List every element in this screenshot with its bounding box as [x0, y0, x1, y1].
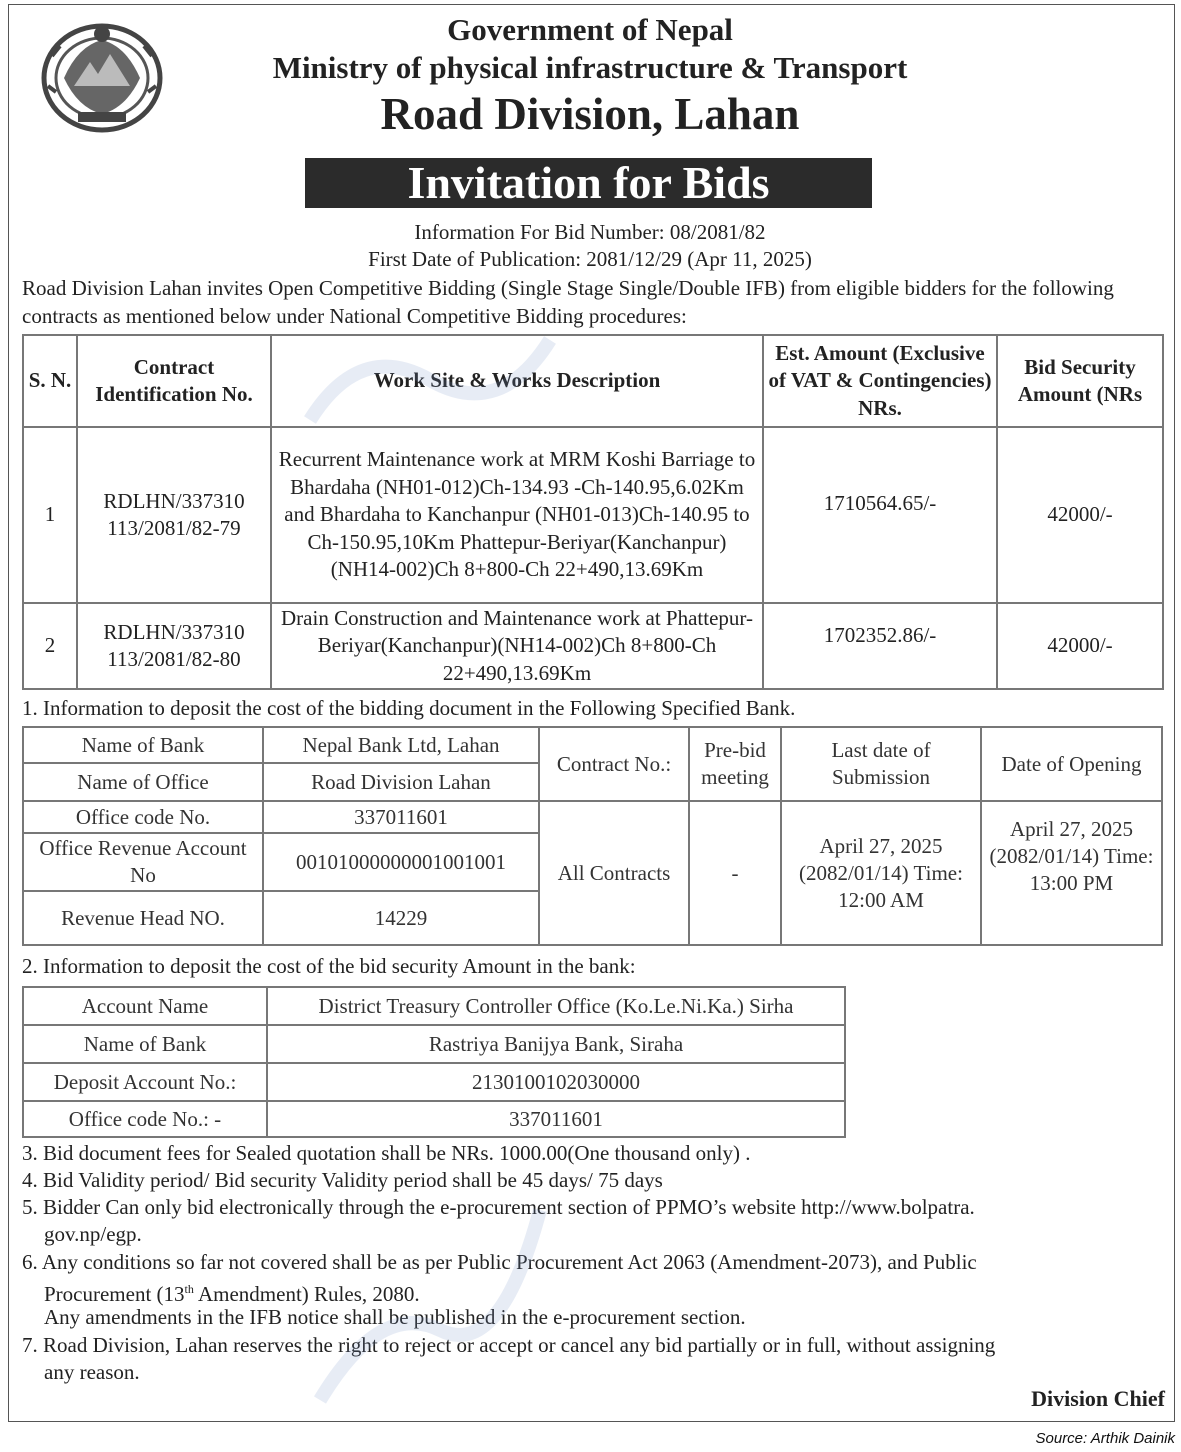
row-contract-id: RDLHN/337310 113/2081/82-80 [77, 603, 271, 689]
contracts-table [22, 334, 1164, 690]
row-bid-security: 42000/- [997, 603, 1163, 689]
note-7-continued: any reason. [44, 1360, 140, 1384]
note-6: 6. Any conditions so far not covered shall be as per Public Procurement Act 2063 (Amendment-2073), and Public [22, 1250, 977, 1274]
revenue-head-value: 14229 [263, 891, 539, 945]
bid-security-table [22, 986, 846, 1138]
nepal-emblem-icon [38, 16, 166, 134]
deposit-account-value: 2130100102030000 [267, 1063, 845, 1101]
header-work-site: Work Site & Works Description [271, 335, 763, 427]
submission-value: April 27, 2025 (2082/01/14) Time: 12:00 AM [781, 801, 981, 945]
contract-no-value: All Contracts [539, 801, 689, 945]
table-header-row [23, 335, 1163, 427]
security-bank-label: Name of Bank [23, 1025, 267, 1063]
table-row [23, 603, 1163, 689]
opening-value: April 27, 2025 (2082/01/14) Time: 13:00 PM [981, 801, 1162, 945]
office-value: Road Division Lahan [263, 763, 539, 801]
security-bank-value: Rastriya Banijya Bank, Siraha [267, 1025, 845, 1063]
note-6-text-end: Amendment) Rules, 2080. [193, 1282, 420, 1306]
header-government: Government of Nepal [447, 12, 733, 47]
note-5: 5. Bidder Can only bid electronically through the e-procurement section of PPMO’s website http://www.bolpatra. [22, 1195, 975, 1219]
account-name-value: District Treasury Controller Office (Ko.Le.Ni.Ka.) Sirha [267, 987, 845, 1025]
note-7: 7. Road Division, Lahan reserves the right to reject or accept or cancel any bid partially or in full, without assigning [22, 1333, 996, 1357]
note-5-continued: gov.np/egp. [44, 1222, 142, 1246]
opening-label: Date of Opening [981, 727, 1162, 801]
source-credit: Source: Arthik Dainik [1035, 1430, 1175, 1447]
header-contract-id: Contract Identification No. [77, 335, 271, 427]
section2-title: 2. Information to deposit the cost of the bid security Amount in the bank: [22, 954, 636, 978]
security-office-code-label: Office code No.: - [23, 1101, 267, 1137]
publication-date: First Date of Publication: 2081/12/29 (Apr 11, 2025) [368, 247, 812, 271]
office-code-label: Office code No. [23, 801, 263, 833]
note-3: 3. Bid document fees for Sealed quotation shall be NRs. 1000.00(One thousand only) . [22, 1141, 751, 1165]
note-6-superscript: th [184, 1282, 194, 1296]
table-row [23, 427, 1163, 603]
bank-document-table [22, 726, 1163, 946]
banner-invitation: Invitation for Bids [305, 158, 872, 208]
prebid-value: - [689, 801, 781, 945]
row-contract-id: RDLHN/337310 113/2081/82-79 [77, 427, 271, 603]
office-label: Name of Office [23, 763, 263, 801]
section1-title: 1. Information to deposit the cost of the bidding document in the Following Specified Bank. [22, 696, 796, 720]
office-code-value: 337011601 [263, 801, 539, 833]
note-4: 4. Bid Validity period/ Bid security Validity period shall be 45 days/ 75 days [22, 1168, 663, 1192]
header-ministry: Ministry of physical infrastructure & Transport [272, 50, 908, 85]
header-bid-security: Bid Security Amount (NRs [997, 335, 1163, 427]
deposit-account-label: Deposit Account No.: [23, 1063, 267, 1101]
row-sn: 2 [23, 603, 77, 689]
row-description: Drain Construction and Maintenance work at Phattepur-Beriyar(Kanchanpur)(NH14-002)Ch 8+800-Ch 22+490,13.69Km [271, 603, 763, 689]
note-6-text: Procurement (13 [44, 1282, 185, 1306]
header-sn: S. N. [23, 335, 77, 427]
revenue-account-value: 00101000000001001001 [263, 833, 539, 891]
bank-value: Nepal Bank Ltd, Lahan [263, 727, 539, 763]
account-name-label: Account Name [23, 987, 267, 1025]
row-description: Recurrent Maintenance work at MRM Koshi Barriage to Bhardaha (NH01-012)Ch-134.93 -Ch-140.95,6.02Km and Bhardaha to Kanchanpur (NH01-013)Ch-140.95 to Ch-150.95,10Km Phattepur-Beriyar(Kanchanpur) (NH14-002)Ch 8+800-Ch 22+490,13.69Km [271, 427, 763, 603]
row-sn: 1 [23, 427, 77, 603]
row-est-amount: 1710564.65/- [763, 427, 997, 603]
bid-number: Information For Bid Number: 08/2081/82 [414, 220, 766, 244]
row-bid-security: 42000/- [997, 427, 1163, 603]
intro-paragraph: Road Division Lahan invites Open Competitive Bidding (Single Stage Single/Double IFB) from eligible bidders for the following contracts as mentioned below under National Competitive Bidding procedures: [22, 276, 1114, 328]
prebid-label: Pre-bid meeting [689, 727, 781, 801]
header-est-amount: Est. Amount (Exclusive of VAT & Contingencies) NRs. [763, 335, 997, 427]
revenue-account-label: Office Revenue Account No [23, 833, 263, 891]
note-6-amendments: Any amendments in the IFB notice shall be published in the e-procurement section. [44, 1305, 746, 1329]
header-division: Road Division, Lahan [380, 89, 800, 139]
submission-label: Last date of Submission [781, 727, 981, 801]
row-est-amount: 1702352.86/- [763, 603, 997, 689]
security-office-code-value: 337011601 [267, 1101, 845, 1137]
revenue-head-label: Revenue Head NO. [23, 891, 263, 945]
bank-label: Name of Bank [23, 727, 263, 763]
signature: Division Chief [1031, 1386, 1165, 1411]
contract-no-label: Contract No.: [539, 727, 689, 801]
